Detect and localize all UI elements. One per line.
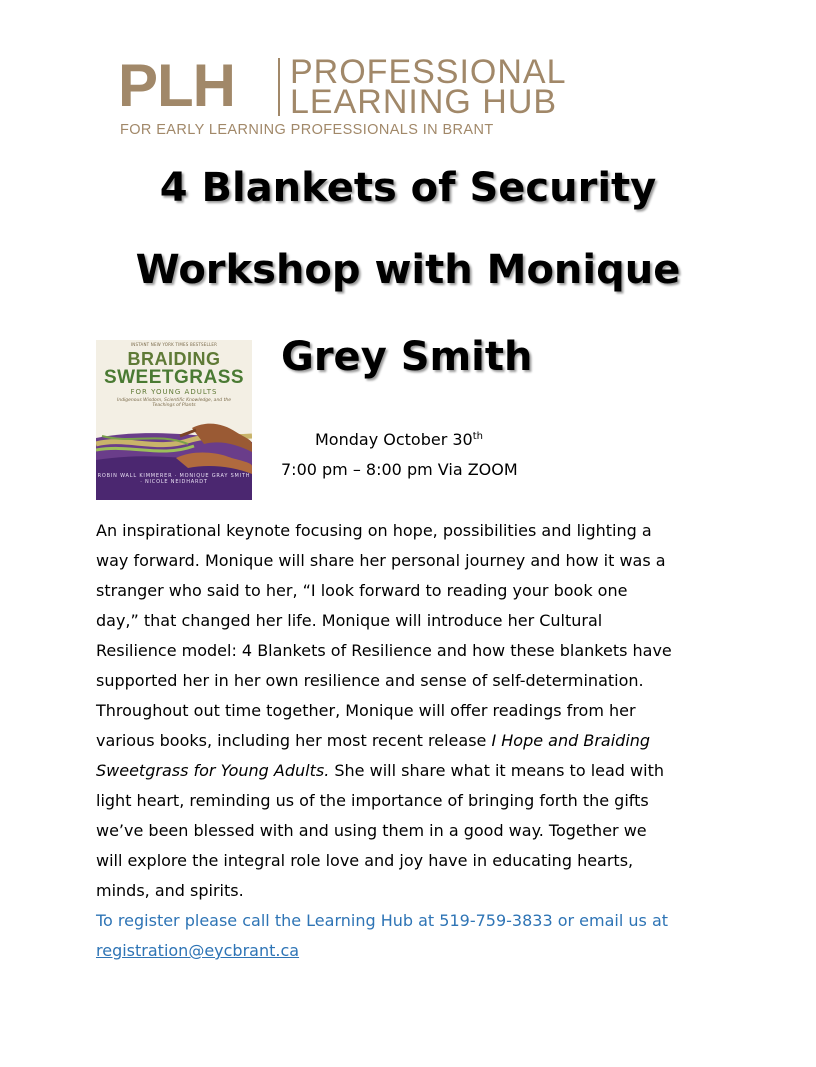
event-date: [315, 428, 483, 452]
description-line: supported her in her own resilience and sense of self-determination.: [96, 671, 644, 690]
cover-subtitle: Indigenous Wisdom, Scientific Knowledge, and the Teachings of Plants: [117, 398, 231, 408]
logo-mark: PLH: [118, 52, 235, 119]
description-line: Throughout out time together, Monique will offer readings from her: [96, 701, 636, 720]
logo-divider: [278, 58, 280, 116]
logo-line-learning-hub: LEARNING HUB: [290, 83, 558, 121]
description-text: various books, including her most recent release: [96, 731, 492, 750]
description-line: [96, 756, 736, 786]
description-line: light heart, reminding us of the importance of bringing forth the gifts: [96, 791, 649, 810]
description-line: will explore the integral role love and joy have in educating hearts,: [96, 851, 634, 870]
description-line: An inspirational keynote focusing on hope, possibilities and lighting a: [96, 521, 652, 540]
registration-email-line: [96, 936, 736, 966]
book-title-italic: Sweetgrass for Young Adults.: [96, 761, 330, 780]
book-cover-image: [96, 340, 252, 500]
registration-email-link[interactable]: registration@eycbrant.ca: [96, 941, 300, 960]
logo-line-professional: PROFESSIONAL: [290, 53, 567, 91]
cover-authors: ROBIN WALL KIMMERER · MONIQUE GRAY SMITH · NICOLE NEIDHARDT: [97, 473, 251, 485]
cover-title-sweetgrass: SWEETGRASS: [103, 367, 245, 388]
description-line: minds, and spirits.: [96, 881, 244, 900]
cover-title-young-adults: FOR YOUNG ADULTS: [130, 388, 218, 396]
workshop-description: [96, 516, 736, 966]
plh-logo: [118, 50, 678, 140]
event-date-suffix: th: [472, 431, 483, 442]
description-line: day,” that changed her life. Monique will introduce her Cultural: [96, 611, 603, 630]
registration-text: To register please call the Learning Hub at 519-759-3833 or email us at: [96, 911, 669, 930]
logo-tagline: FOR EARLY LEARNING PROFESSIONALS IN BRANT: [120, 122, 494, 138]
description-line: we’ve been blessed with and using them in a good way. Together we: [96, 821, 647, 840]
description-text: She will share what it means to lead with: [329, 761, 664, 780]
description-line: [96, 726, 736, 756]
description-line: Resilience model: 4 Blankets of Resilience and how these blankets have: [96, 641, 672, 660]
description-line: way forward. Monique will share her personal journey and how it was a: [96, 551, 666, 570]
book-title-italic: I Hope and Braiding: [491, 731, 651, 750]
cover-banner: INSTANT NEW YORK TIMES BESTSELLER: [130, 342, 218, 347]
event-time: 7:00 pm – 8:00 pm Via ZOOM: [281, 460, 518, 479]
title-line-1: 4 Blankets of Security: [159, 165, 657, 211]
title-line-2: Workshop with Monique: [135, 247, 681, 293]
description-line: stranger who said to her, “I look forward to reading your book one: [96, 581, 628, 600]
cover-title-braiding: BRAIDING: [127, 349, 221, 369]
event-date-text: Monday October 30: [315, 430, 473, 449]
title-line-3: Grey Smith: [281, 334, 533, 380]
